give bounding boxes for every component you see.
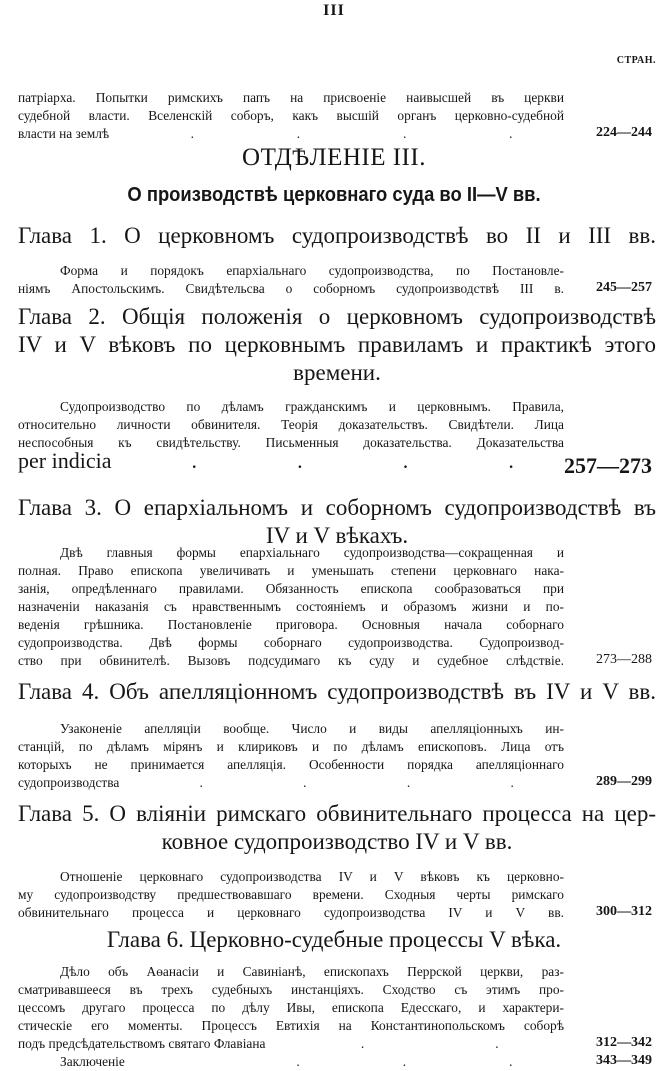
chapter-title-line: ковное судопроизводство IV и V вв. (161, 829, 513, 854)
entry-line: стическіе его моменты. Процессъ Евтихія на Константинопольскомъ соборѣ (18, 1018, 564, 1033)
dot-leader: . . . . (190, 126, 513, 141)
entry-line: судопроизводства (18, 775, 120, 790)
entry-line: Узаконеніе апелляціи вообще. Число и виды апелляціонныхъ ин- (60, 721, 564, 736)
entry-line: которыхъ не принимается апелляція. Особенности порядка апелляціоннаго (18, 757, 564, 772)
conclusion-line (18, 1053, 564, 1071)
dot-leader: . . . . (191, 448, 514, 473)
chapter-title-line: Глава 2. Общія положенія о церковномъ судопроизводствѣ (18, 304, 656, 329)
entry-line: неспособныя къ свидѣтельству. Письменныя доказательства. Доказательства (18, 435, 564, 450)
entry-line: цессомъ другаго процесса по дѣлу Ивы, епископа Едесскаго, и характери- (18, 1000, 564, 1015)
entry-line: обвинительнаго процесса и церковнаго судопроизводства IV и V вв. (18, 905, 564, 920)
chapter-4-summary (18, 720, 564, 792)
chapter-title-line: Глава 4. Объ апелляціонномъ судопроизводствѣ въ IV и V вв. (18, 679, 656, 704)
chapter-6-summary (18, 963, 564, 1071)
entry-line: власти на землѣ (18, 126, 110, 141)
chapter-title-line: Глава 3. О епархіальномъ и соборномъ судопроизводствѣ въ (18, 495, 656, 520)
entry-line: подъ предсѣдательствомъ святаго Флавіана (18, 1036, 266, 1051)
chapter-3-title (18, 494, 656, 550)
page-range: 257—273 (564, 453, 652, 478)
chapter-title-line: Глава 5. О вліяніи римскаго обвинительнаго процесса на цер- (18, 801, 656, 826)
chapter-5-summary (18, 868, 564, 922)
entry-line: занія, опредѣленнаго правилами. Обязанность епископа сообразоваться при (18, 581, 564, 596)
chapter-1-title (18, 222, 656, 250)
chapter-2-title (18, 303, 656, 387)
page-number: III (323, 2, 345, 19)
entry-line: полная. Право епископа увеличивать и уменьшать степени церковнаго нака- (18, 563, 564, 578)
entry-line: Двѣ главныя формы епархіальнаго судопроизводства—сокращенная и (60, 545, 564, 560)
chapter-4-title (18, 678, 656, 706)
chapter-1-summary (18, 262, 564, 298)
entry-line: относительно личности обвинителя. Теорія доказательствъ. Свидѣтели. Лица (18, 417, 564, 432)
entry-line: назначеніи наказанія съ нравственнымъ состояніемъ и образомъ жизни и по- (18, 599, 564, 614)
dot-leader: . . . (296, 1054, 513, 1069)
conclusion-label: Заключеніе (60, 1054, 125, 1069)
section-subtitle: О производствѣ церковнаго суда во II—V вв. (127, 184, 541, 206)
entry-line: сматривавшееся въ трехъ судебныхъ инстанціяхъ. Сходство съ этимъ про- (18, 982, 564, 997)
entry-line: Дѣло объ Аѳанасіи и Савиніанѣ, епископахъ Перрской церкви, раз- (60, 964, 564, 979)
chapter-5-title (18, 800, 656, 856)
chapter-title-line: Глава 6. Церковно-судебные процессы V вѣка. (106, 927, 562, 952)
entry-line: судопроизводства. Двѣ формы соборнаго судопроизводства. Судопроизвод- (18, 635, 564, 650)
entry-line: веденія грѣшника. Постановленіе приговора. Основныя начала соборнаго (18, 617, 564, 632)
entry-line: ніямъ Апостольскимъ. Свидѣтельсва о соборномъ судопроизводствѣ III в. (18, 281, 564, 296)
page-range: 245—257 (596, 280, 652, 295)
chapter-title-line: времени. (293, 360, 381, 385)
page-range: 343—349 (596, 1053, 652, 1068)
intro-entry (18, 89, 564, 143)
chapter-title-line: IV и V вѣковъ по церковнымъ правиламъ и практикѣ этого (18, 332, 656, 357)
pages-column-header: СТРАН. (616, 55, 656, 66)
chapter-2-summary (18, 398, 564, 478)
entry-line: станцій, по дѣламъ мірянъ и клириковъ и по дѣламъ епископовъ. Лица отъ (18, 739, 564, 754)
chapter-3-summary (18, 544, 564, 670)
entry-line: Отношеніе церковнаго судопроизводства IV и V вѣковъ къ церковно- (60, 869, 564, 884)
entry-line: патріарха. Попытки римскихъ папъ на присвоеніе наивысшей въ церкви (18, 90, 564, 105)
entry-last-line (18, 774, 564, 792)
chapter-title-line: Глава 1. О церковномъ судопроизводствѣ во II и III вв. (18, 223, 656, 248)
page-range: 273—288 (596, 652, 652, 667)
entry-line: судебной власти. Вселенскій соборъ, какъ высшій органъ церковно-судебной (18, 108, 564, 123)
entry-line: Форма и порядокъ епархіальнаго судопроизводства, по Постановле- (60, 263, 564, 278)
chapter-title-line: IV и V вѣкахъ. (265, 523, 409, 548)
entry-line: ство при обвинителѣ. Вызовъ подсудимаго къ суду и судебное слѣдствіе. (18, 653, 564, 668)
chapter-6-title (0, 926, 668, 954)
entry-last-line (18, 448, 564, 478)
entry-last-line (18, 125, 564, 143)
dot-leader: . . . . (199, 775, 514, 790)
entry-line: му судопроизводству предшествовавшаго времени. Сходныя черты римскаго (18, 887, 564, 902)
page-range: 224—244 (596, 125, 652, 140)
dot-leader: . . (360, 1036, 499, 1051)
page-range: 300—312 (596, 904, 652, 919)
section-title: ОТДѢЛЕНІЕ III. (242, 144, 426, 171)
page-range: 312—342 (596, 1035, 652, 1050)
entry-line: Судопроизводство по дѣламъ гражданскимъ и церковнымъ. Правила, (60, 399, 564, 414)
page-range: 289—299 (596, 774, 652, 789)
entry-last-line (18, 1035, 564, 1053)
entry-line: per indicia (18, 448, 112, 473)
